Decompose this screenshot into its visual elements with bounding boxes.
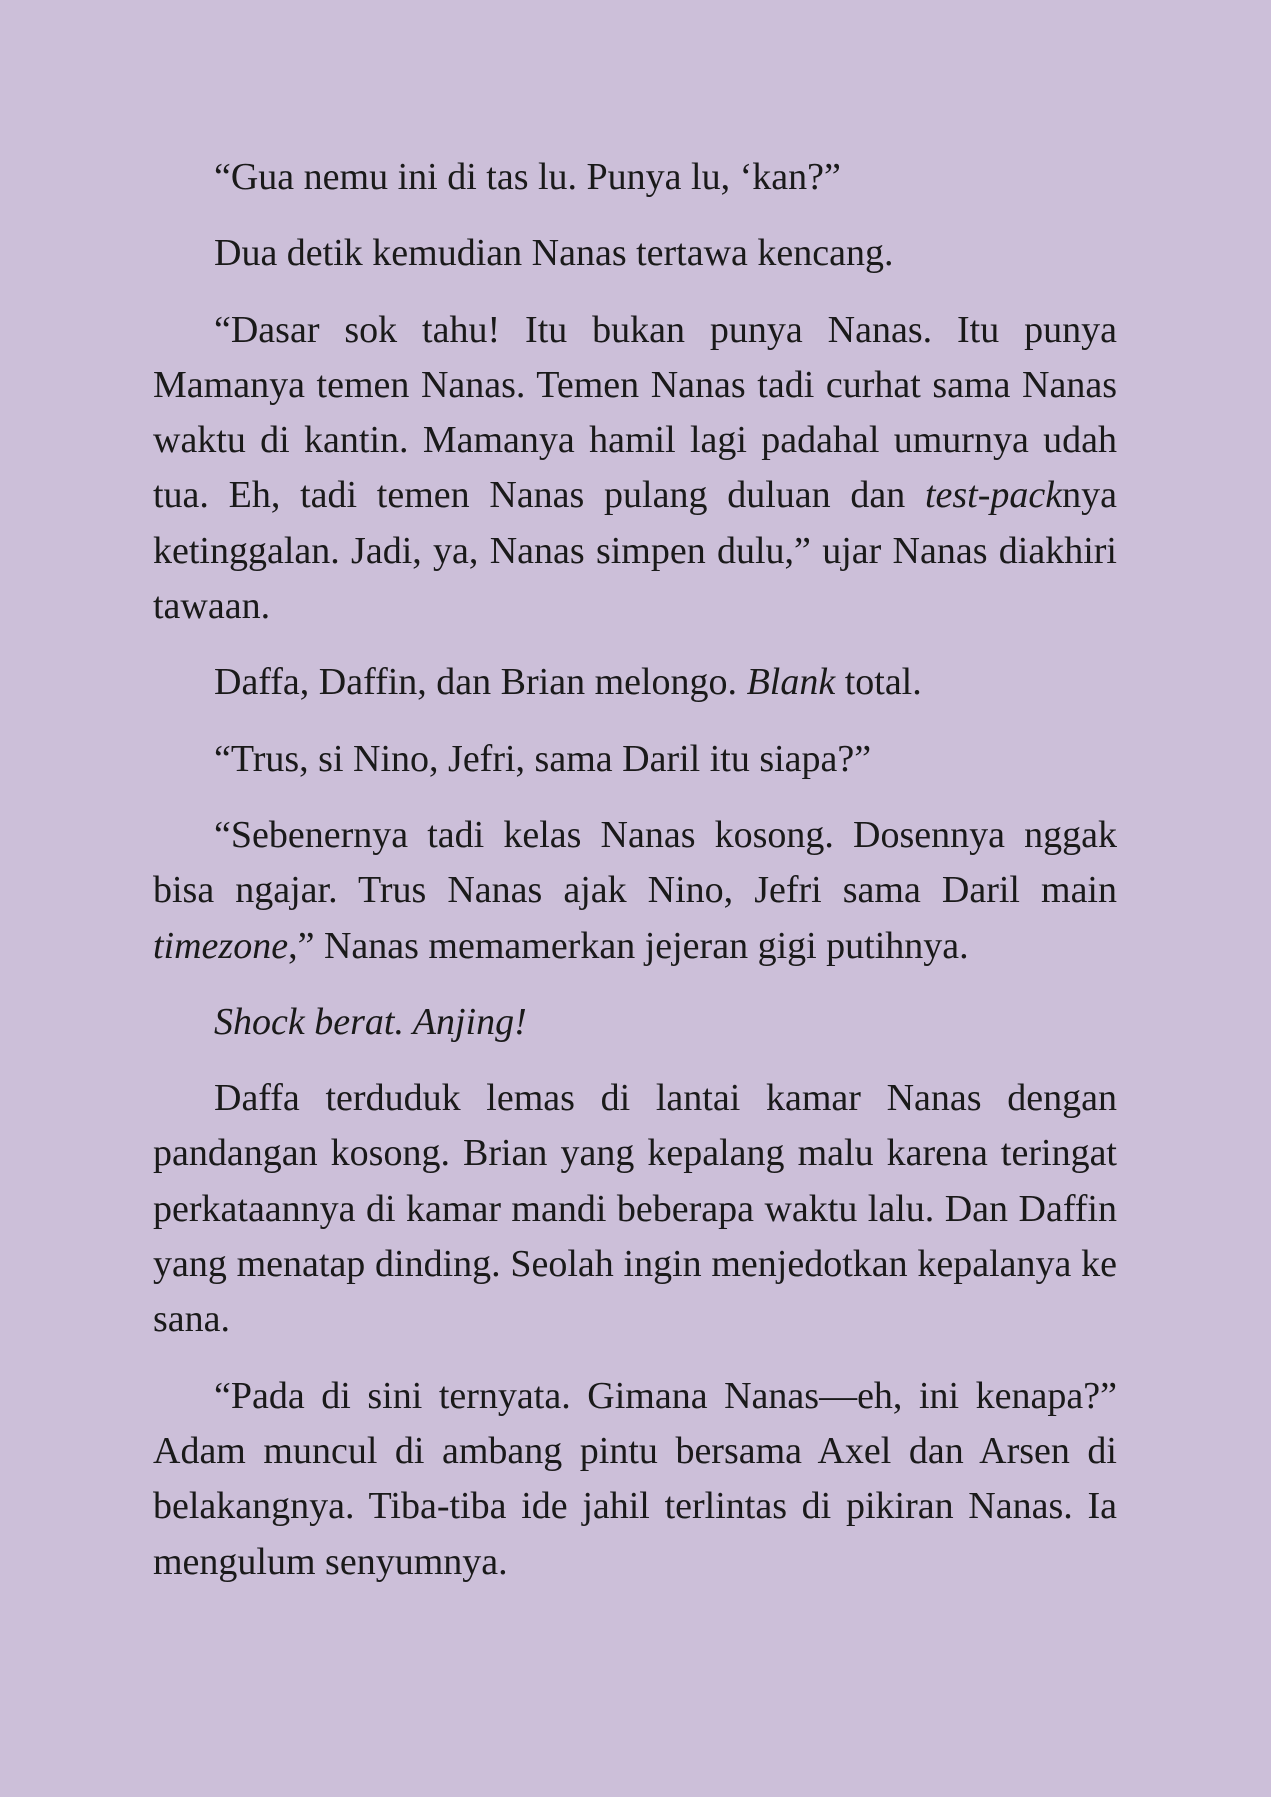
- text-segment: “Trus, si Nino, Jefri, sama Daril itu siapa?”: [214, 737, 872, 780]
- paragraph-4: [153, 655, 1117, 710]
- text-segment: ,” Nanas memamerkan jejeran gigi putihnya.: [288, 924, 969, 967]
- text-segment: “Sebenernya tadi kelas Nanas kosong. Dosennya nggak bisa ngajar. Trus Nanas ajak Nino, Jefri sama Daril main: [153, 813, 1117, 912]
- text-segment: nya ketinggalan. Jadi, ya, Nanas simpen dulu,” ujar Nanas diakhiri tawaan.: [153, 474, 1117, 628]
- text-segment: “Gua nemu ini di tas lu. Punya lu, ‘kan?”: [214, 156, 841, 198]
- text-segment: Daffa terduduk lemas di lantai kamar Nanas dengan pandangan kosong. Brian yang kepalang malu karena teringat perkataannya di kamar mandi beberapa waktu lalu. Dan Daffin yang menatap dinding. Seolah ingin menjedotkan kepalanya ke sana.: [153, 1077, 1117, 1341]
- text-segment: Daffa, Daffin, dan Brian melongo.: [214, 661, 747, 704]
- paragraph-9: [153, 1369, 1117, 1590]
- paragraph-8: [153, 1071, 1117, 1347]
- text-segment: total.: [835, 661, 922, 704]
- paragraph-3: [153, 303, 1117, 635]
- paragraph-1: [153, 150, 1117, 205]
- paragraph-5: [153, 732, 1117, 787]
- italic-segment: test-pack: [924, 474, 1063, 517]
- text-segment: “Pada di sini ternyata. Gimana Nanas—eh, ini kenapa?” Adam muncul di ambang pintu bersama Axel dan Arsen di belakangnya. Tiba-tiba ide jahil terlintas di pikiran Nanas. Ia mengulum senyumnya.: [153, 1374, 1117, 1583]
- book-page: [153, 150, 1117, 1611]
- paragraph-2: [153, 226, 1117, 281]
- text-segment: Dua detik kemudian Nanas tertawa kencang.: [214, 232, 894, 275]
- italic-segment: timezone: [153, 924, 289, 967]
- italic-segment: Shock berat. Anjing!: [214, 1000, 527, 1043]
- paragraph-6: [153, 808, 1117, 974]
- italic-segment: Blank: [746, 661, 836, 704]
- text-segment: “Dasar sok tahu! Itu bukan punya Nanas. Itu punya Mamanya temen Nanas. Temen Nanas tadi curhat sama Nanas waktu di kantin. Mamanya hamil lagi padahal umurnya udah tua. Eh, tadi temen Nanas pulang duluan dan: [153, 308, 1117, 517]
- paragraph-7: [153, 995, 1117, 1050]
